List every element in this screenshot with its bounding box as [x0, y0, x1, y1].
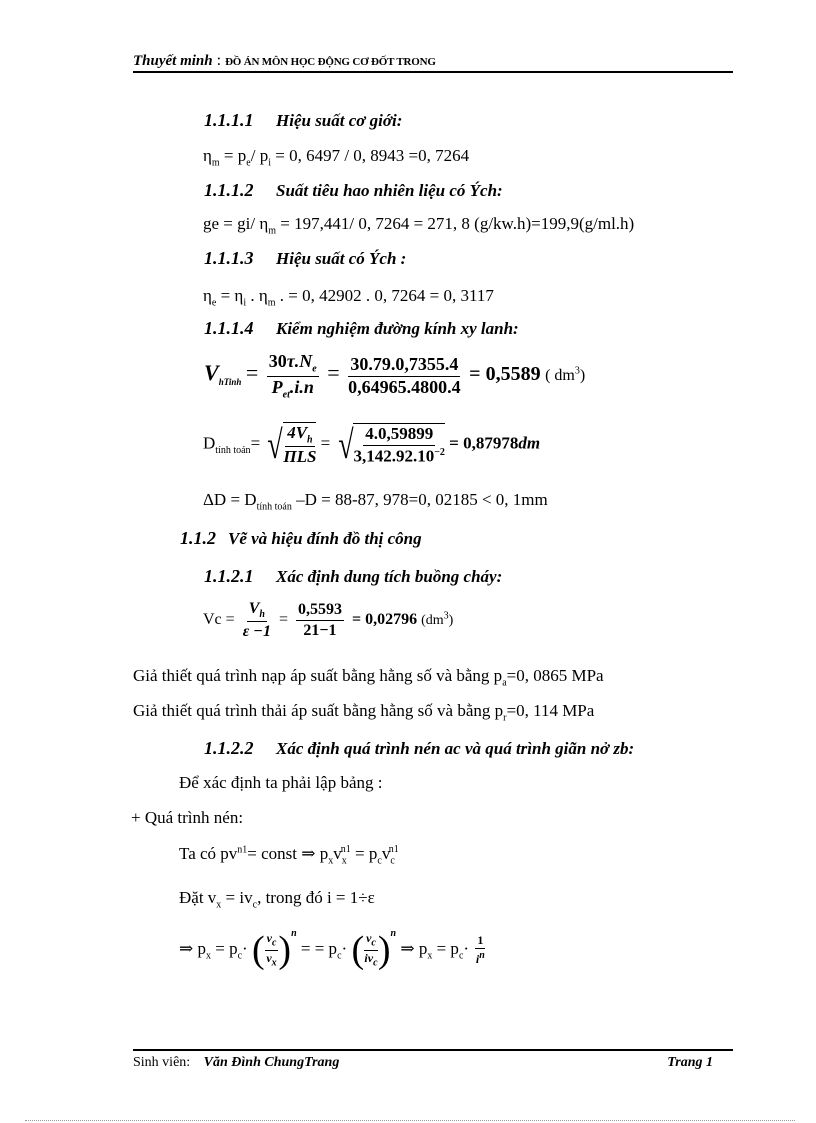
heading-1-1-2-2: 1.1.2.2 Xác định quá trình nén ac và quá trình giãn nở zb: [204, 738, 635, 758]
student-name: Văn Đình ChungTrang [203, 1055, 340, 1070]
equation-combustion-chamber-volume: Vc = $\frac{V_h}{\varepsilon -1}$ = $\frac{0,5593}{21-1}$ = 0,02796 $(dm^3)$ [203, 600, 454, 641]
heading-1-1-2: 1.1.2 Vẽ và hiệu đính đồ thị công [180, 528, 422, 548]
equation-fuel-consumption: ge = gi/ $\eta_m = 197,441/$ 0, 7264 = 271, 8 (g/kw.h)=199,9(g/ml.h) [203, 214, 635, 237]
equation-volume-ratio: Đặt $v_x = iv_c$, trong đó i = 1÷ε [179, 888, 375, 911]
equation-compression-pressure: ⇒ $p_x = p_c\cdot$ ( $\frac{v_c}{v_x}$ )$^n$ = = $p_c\cdot$ ( $\frac{v_c}{iv_c}$ )$^n$ ⇒ $p_x = p_c\cdot$ $\frac{1}{i^n}$ [179, 928, 485, 972]
header-title: ĐỒ ÁN MÔN HỌC ĐỘNG CƠ ĐỐT TRONG [225, 56, 436, 68]
header-label: Thuyết minh [133, 53, 213, 69]
paragraph-table-intro: Để xác định ta phải lập bảng : [179, 773, 383, 792]
footer-label: Sinh viên: [133, 1055, 191, 1070]
footer-rule [133, 1049, 733, 1051]
heading-1-1-1-4: 1.1.1.4 Kiểm nghiệm đường kính xy lanh: [204, 318, 519, 338]
page-boundary-dotted-line [25, 1120, 795, 1122]
paragraph-exhaust-pressure: Giả thiết quá trình thải áp suất bằng hằng số và bằng $p_r=0$, 114 MPa [133, 701, 595, 724]
paragraph-intake-pressure: Giả thiết quá trình nạp áp suất bằng hằng số và bằng $p_a=0$, 0865 MPa [133, 666, 604, 689]
heading-1-1-1-3: 1.1.1.3 Hiệu suất có Ých : [204, 248, 407, 268]
equation-bore-difference: $\Delta D = D_{tính toán}$ –D = 88-87, 978=0, 02185 < 0, 1mm [203, 490, 548, 513]
header-rule [133, 71, 733, 73]
heading-1-1-2-1: 1.1.2.1 Xác định dung tích buồng cháy: [204, 566, 503, 586]
header-separator: : [212, 52, 226, 69]
paragraph-compression-process: + Quá trình nén: [131, 808, 244, 827]
equation-mechanical-efficiency: $\eta_m = p_e/$ $p_i = 0$, 6497 / 0, 8943 =0, 7264 [203, 146, 470, 169]
equation-effective-efficiency: $\eta_e = \eta_i$ . $\eta_m$ . = 0, 42902 . 0, 7264 = 0, 3117 [203, 286, 494, 309]
equation-displacement-volume: $V_{hTinh}$ = $\frac{30\tau.N_e}{P_{et}.i.n}$ = $\frac{30.79.0,7355.4}{0,64965.4800.4}$ = 0,5589 ( $dm^3$) [204, 351, 586, 401]
page-number: Trang 1 [667, 1055, 713, 1070]
heading-1-1-1-1: 1.1.1.1 Hiệu suất cơ giới: [204, 110, 403, 130]
heading-1-1-1-2: 1.1.1.2 Suất tiêu hao nhiên liệu có Ých: [204, 180, 503, 200]
equation-calculated-bore: $D_{tính toán}=$ √ $\frac{4V_h}{\text{ΠLS}}$ = √ $\frac{4.0,59899}{3,142.92.10^{-2}}$ = 0,87978dm [203, 421, 541, 467]
page-footer [133, 1055, 713, 1071]
equation-polytropic: Ta có $pv^{n1}=$ const ⇒ $p_xv_x^{n1} = p_cv_c^{n1}$ [179, 844, 399, 867]
